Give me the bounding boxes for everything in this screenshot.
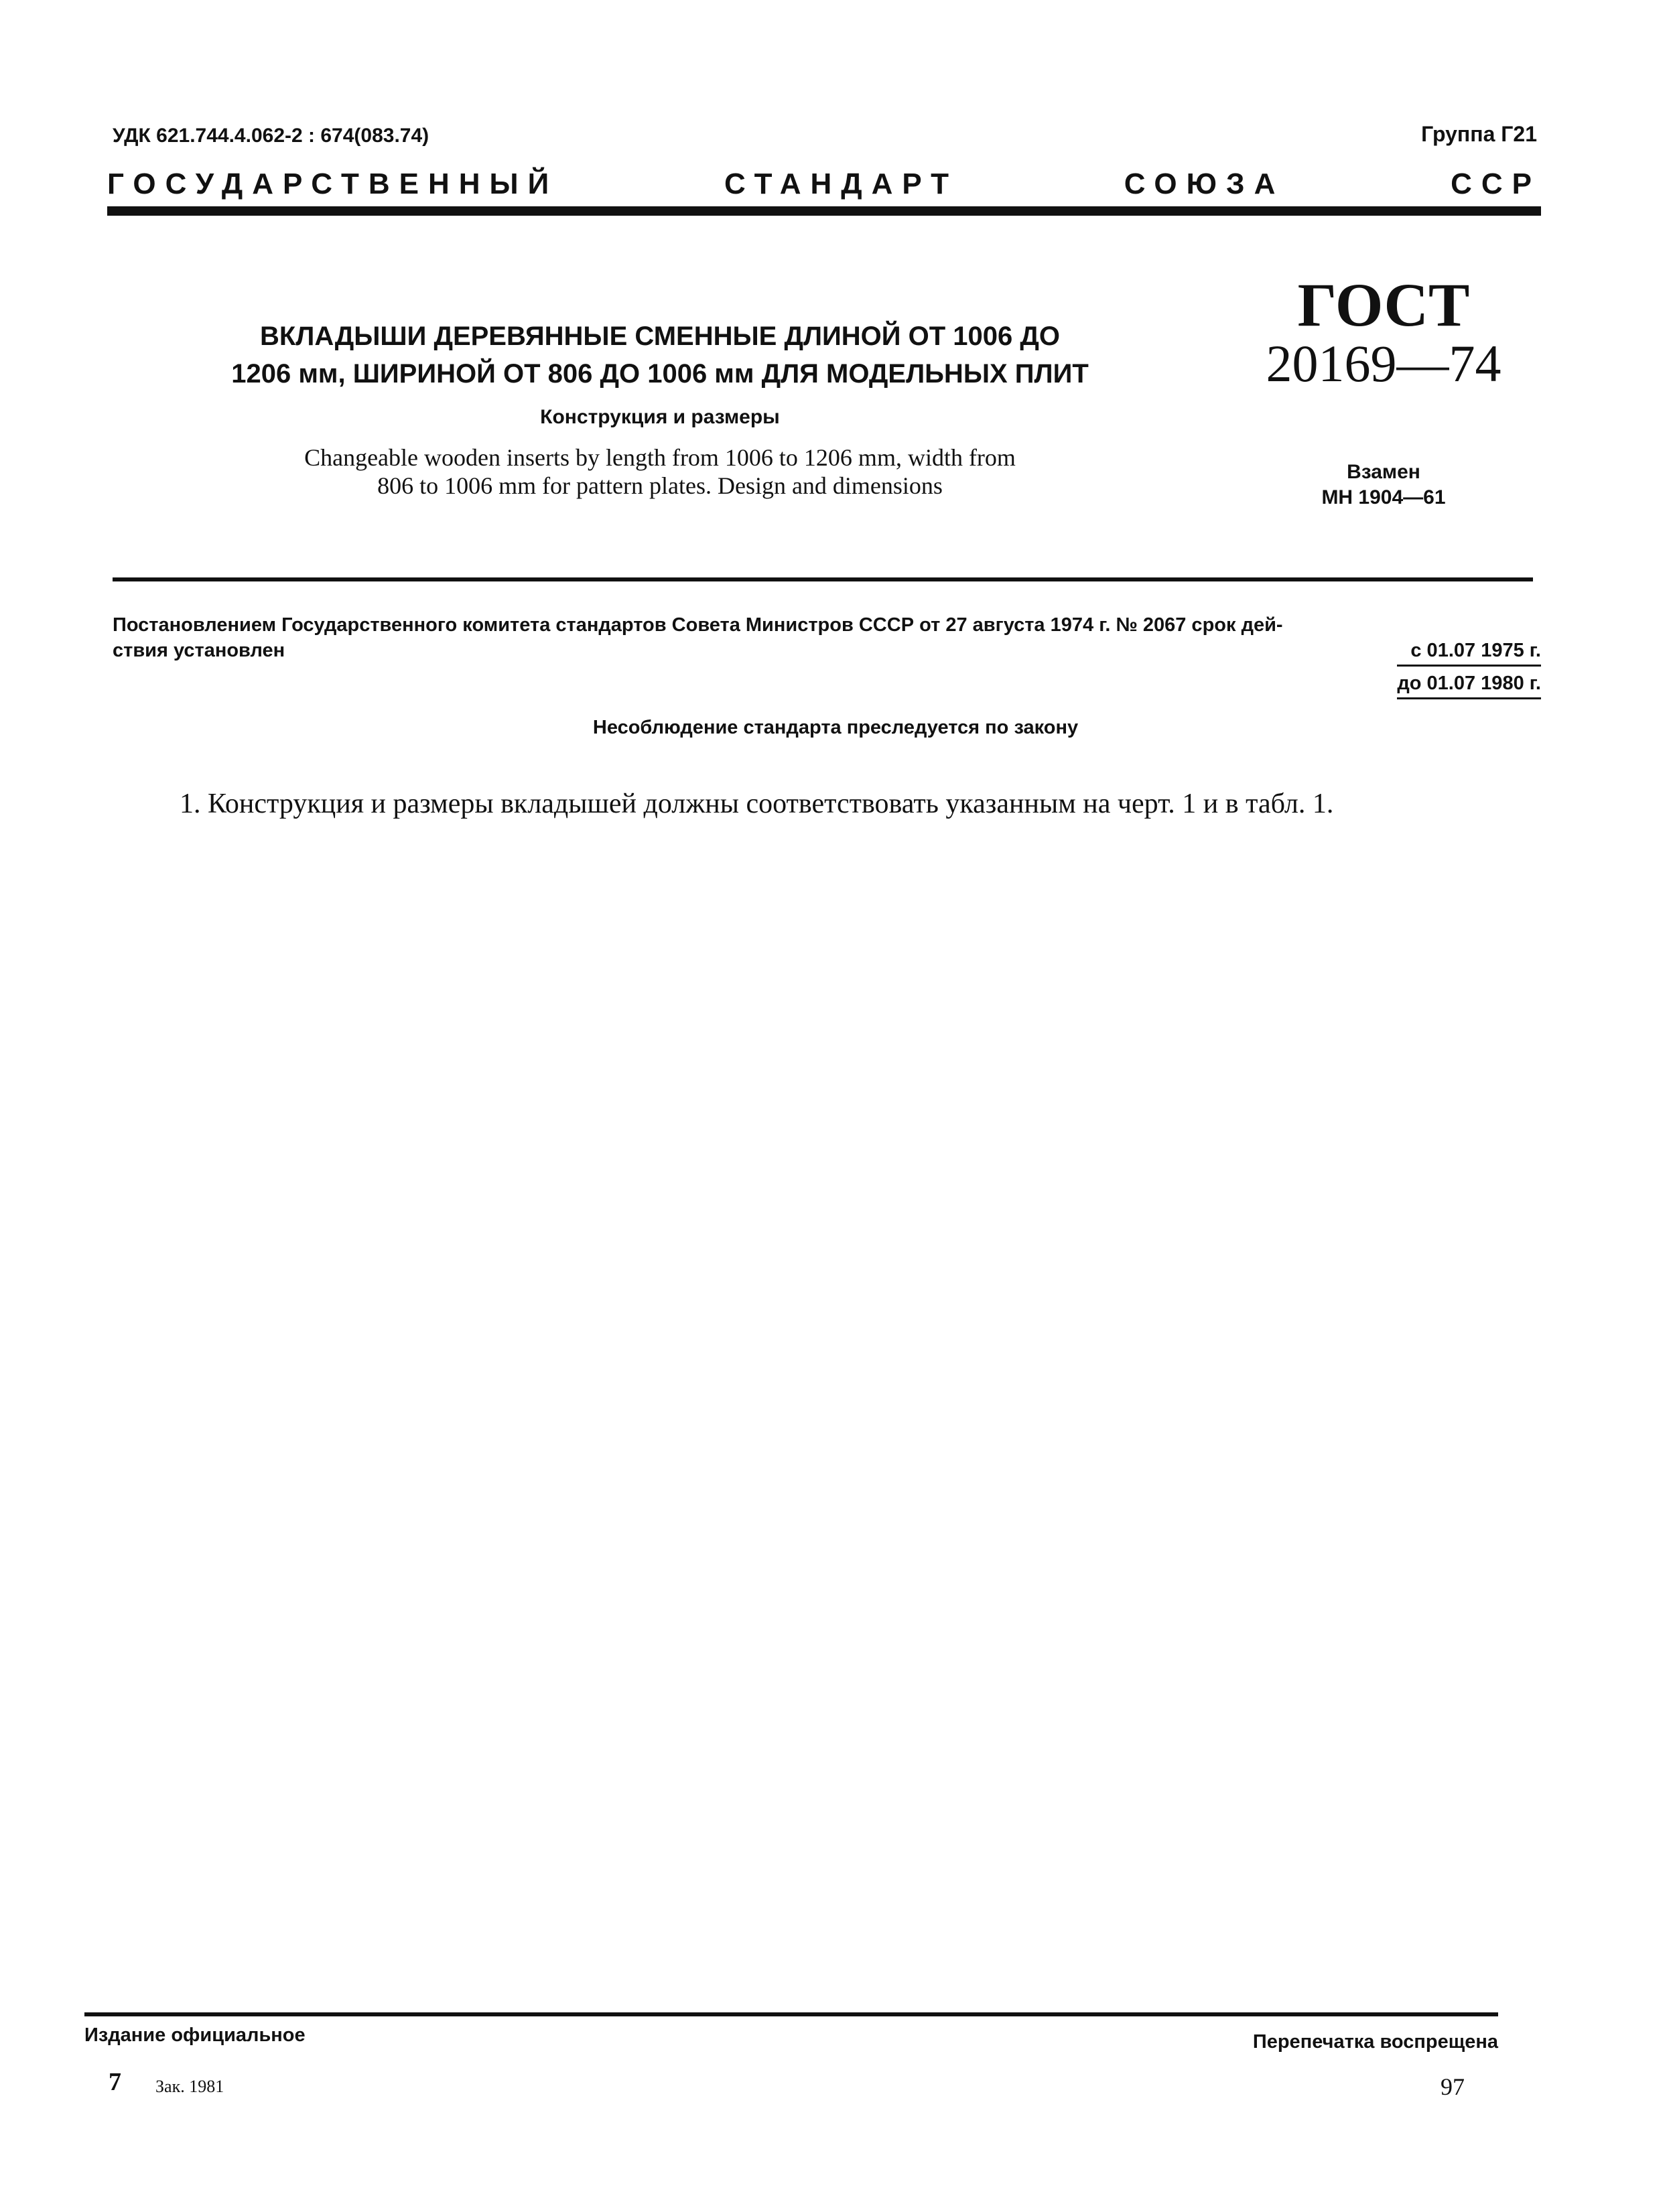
replaced-label: Взамен [1347, 461, 1420, 483]
clause-1: 1. Конструкция и размеры вкладышей должны соответствовать указанным на черт. 1 и в табл. 1. [180, 788, 1334, 819]
footer-left-number: 7 [109, 2068, 121, 2096]
footer-rule [84, 2012, 1498, 2016]
title-en-line-2: 806 to 1006 mm for pattern plates. Design and dimensions [377, 472, 943, 499]
decree-line-1: Постановлением Государственного комитета стандартов Совета Министров СССР от 27 августа 1974 г. № 2067 срок дей- [113, 614, 1283, 636]
edition-note: Издание официальное [84, 2024, 306, 2046]
date-from: с 01.07 1975 г. [1397, 638, 1541, 667]
validity-dates [1397, 638, 1541, 699]
decree-paragraph [113, 612, 1541, 694]
udk-code: УДК 621.744.4.062-2 : 674(083.74) [113, 125, 429, 147]
replaced-value: МН 1904—61 [1321, 486, 1446, 508]
gost-label: ГОСТ [1297, 271, 1470, 339]
state-standard-banner [107, 167, 1541, 201]
banner-word-1: ГОСУДАРСТВЕННЫЙ [107, 167, 559, 200]
group-code: Группа Г21 [1421, 122, 1537, 146]
header-rule [107, 206, 1541, 216]
banner-word-2: СТАНДАРТ [724, 167, 959, 200]
title-en [194, 443, 1126, 500]
order-number: Зак. 1981 [155, 2077, 224, 2096]
replaced-standard [1226, 460, 1541, 510]
page-number: 97 [1441, 2073, 1465, 2100]
title-en-line-1: Changeable wooden inserts by length from 1006 to 1206 mm, width from [304, 444, 1016, 471]
banner-word-3: СОЮЗА [1124, 167, 1285, 200]
reprint-note: Перепечатка воспрещена [1252, 2031, 1498, 2053]
gost-number: 20169—74 [1266, 334, 1501, 393]
banner-word-4: ССР [1451, 167, 1541, 200]
date-to: до 01.07 1980 г. [1397, 671, 1541, 699]
title-block [194, 318, 1126, 500]
title-ru-line-1: ВКЛАДЫШИ ДЕРЕВЯННЫЕ СМЕННЫЕ ДЛИНОЙ ОТ 1006 ДО [260, 322, 1060, 351]
title-ru-line-2: 1206 мм, ШИРИНОЙ ОТ 806 ДО 1006 мм ДЛЯ МОДЕЛЬНЫХ ПЛИТ [231, 359, 1089, 389]
legal-notice: Несоблюдение стандарта преследуется по закону [592, 717, 1079, 738]
section-rule [113, 577, 1533, 581]
title-ru-subtitle: Конструкция и размеры [540, 406, 780, 428]
decree-line-2: ствия установлен [113, 640, 285, 661]
